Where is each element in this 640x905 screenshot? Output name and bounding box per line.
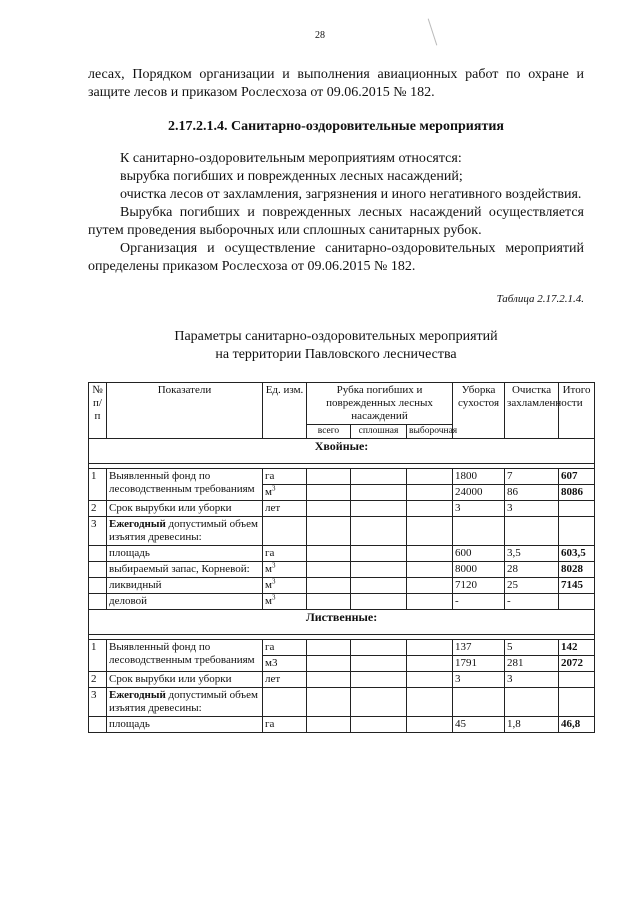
table-row: площадь га 45 1,8 46,8: [89, 717, 595, 733]
table-row: 2 Срок вырубки или уборки лет 3 3: [89, 672, 595, 688]
table-row: 1 Выявленный фонд по лесоводственным требованиям га 1800 7 607: [89, 469, 595, 485]
table-row: 2 Срок вырубки или уборки лет 3 3: [89, 501, 595, 517]
table-reference: Таблица 2.17.2.1.4.: [496, 293, 584, 305]
group-row-deciduous: [89, 610, 595, 635]
header-felling-selective: выборочная: [407, 425, 453, 439]
table-title-line-2: на территории Павловского лесничества: [215, 347, 457, 362]
header-felling-total: всего: [307, 425, 351, 439]
table-row: $м^3$ 24000 86 8086: [89, 485, 595, 501]
table-title-line-1: Параметры санитарно-оздоровительных мероприятий: [174, 329, 498, 344]
group-row-conifer: [89, 439, 595, 464]
list-item-felling: вырубка погибших и поврежденных лесных насаждений;: [120, 169, 463, 184]
table-row: ликвидный $м^3$ 7120 25 7145: [89, 578, 595, 594]
group-label-deciduous: Лиственные:: [89, 610, 595, 635]
header-felling-clear: сплошная: [351, 425, 407, 439]
group-label-conifer: Хвойные:: [89, 439, 595, 464]
paragraph-felling: Вырубка погибших и поврежденных лесных насаждений осуществляется путем проведения выборочных или сплошных санитарных рубок.: [88, 205, 584, 238]
paragraph-organization: Организация и осуществление санитарно-оздоровительных мероприятий определены приказом Рослесхоза от 09.06.2015 № 182.: [88, 241, 584, 274]
header-felling: Рубка погибших и поврежденных лесных насаждений: [307, 383, 453, 425]
document-body: [88, 66, 591, 733]
table-row: выбираемый запас, Корневой: $м^3$ 8000 28 8028: [89, 562, 595, 578]
section-heading: 2.17.2.1.4. Санитарно-оздоровительные мероприятия: [168, 119, 504, 134]
list-item-cleaning: очистка лесов от захламления, загрязнения и иного негативного воздействия.: [120, 187, 582, 202]
table-header-row: [89, 383, 595, 425]
page-number: 28: [315, 30, 325, 41]
intro-paragraph: лесах, Порядком организации и выполнения авиационных работ по охране и защите лесов и приказом Рослесхоза от 09.06.2015 № 182.: [88, 67, 584, 100]
header-litter: Очистка захламленности: [505, 383, 559, 439]
header-total: Итого: [559, 383, 595, 439]
table-row: м3 1791 281 2072: [89, 656, 595, 672]
table-row: 3 Ежегодный допустимый объем изъятия древесины:: [89, 517, 595, 546]
table-row: 3 Ежегодный допустимый объем изъятия древесины:: [89, 688, 595, 717]
parameters-table: [88, 382, 595, 733]
table-title: [88, 328, 584, 364]
table-row: 1 Выявленный фонд по лесоводственным требованиям га 137 5 142: [89, 640, 595, 656]
table-row: деловой $м^3$ - -: [89, 594, 595, 610]
paragraph-intro: К санитарно-оздоровительным мероприятиям относятся:: [120, 151, 462, 166]
header-num: № п/п: [89, 383, 107, 439]
header-unit: Ед. изм.: [263, 383, 307, 439]
header-indicator: Показатели: [107, 383, 263, 439]
table-row: площадь га 600 3,5 603,5: [89, 546, 595, 562]
header-deadwood: Уборка сухостоя: [453, 383, 505, 439]
